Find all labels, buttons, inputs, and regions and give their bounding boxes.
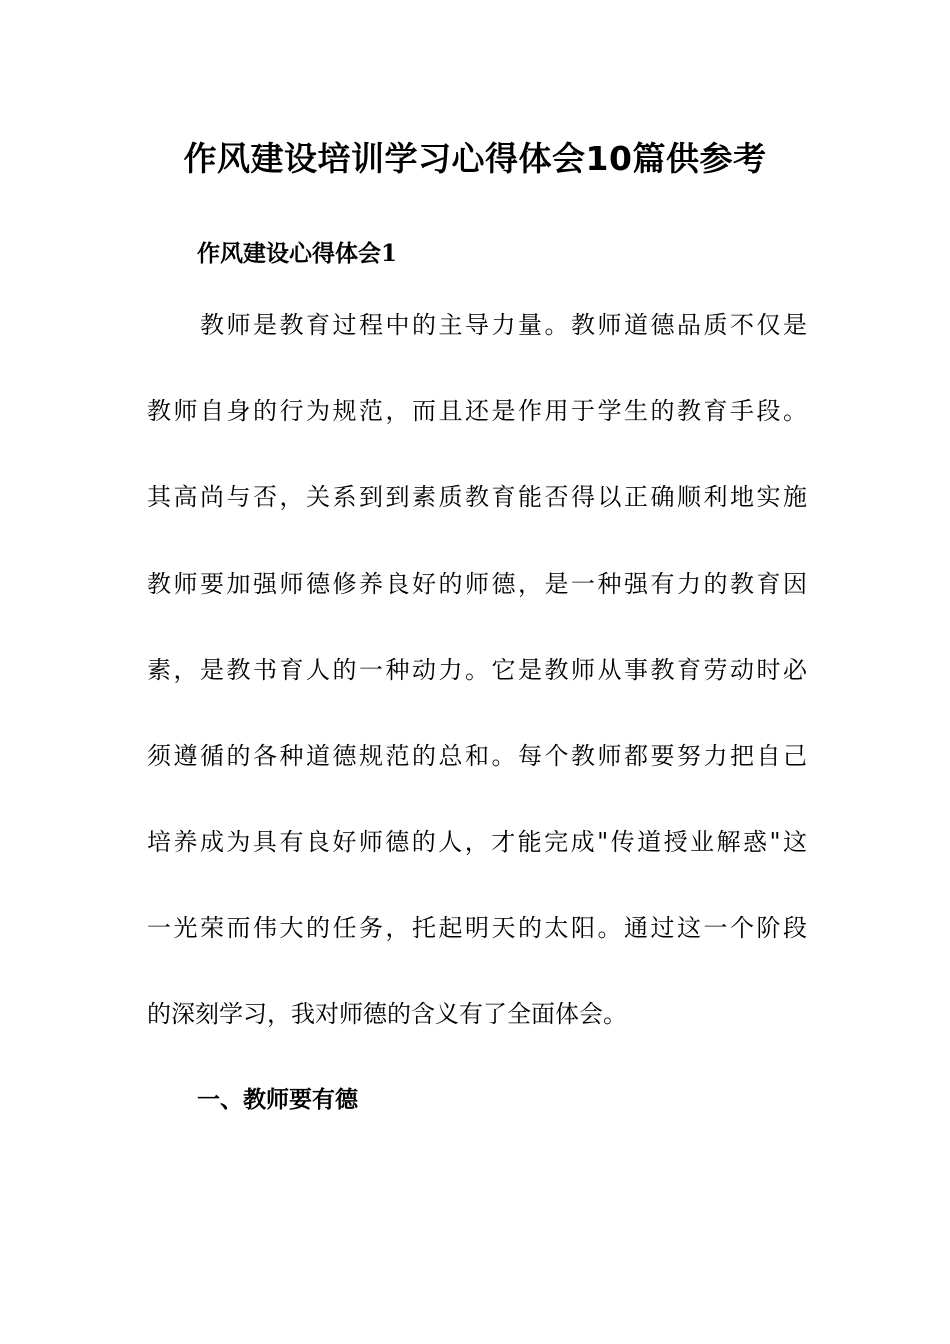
paragraph-line: 须遵循的各种道德规范的总和。每个教师都要努力把自己 — [147, 742, 807, 770]
document-title: 作风建设培训学习心得体会10篇供参考 — [183, 139, 767, 178]
paragraph-line: 一光荣而伟大的任务，托起明天的太阳。通过这一个阶段 — [147, 914, 807, 942]
paragraph-line: 其高尚与否，关系到到素质教育能否得以正确顺利地实施 — [147, 483, 807, 511]
paragraph-line: 教师自身的行为规范，而且还是作用于学生的教育手段。 — [147, 397, 807, 425]
sub-heading: 一、教师要有德 — [197, 1087, 358, 1113]
paragraph-line: 素，是教书育人的一种动力。它是教师从事教育劳动时必 — [147, 656, 807, 684]
section-heading: 作风建设心得体会1 — [197, 240, 398, 267]
paragraph-line: 教师要加强师德修养良好的师德，是一种强有力的教育因 — [147, 570, 807, 598]
paragraph-line: 培养成为具有良好师德的人，才能完成"传道授业解惑"这 — [147, 828, 807, 856]
paragraph-line: 教师是教育过程中的主导力量。教师道德品质不仅是 — [147, 311, 807, 339]
paragraph-line: 的深刻学习，我对师德的含义有了全面体会。 — [147, 1000, 627, 1028]
